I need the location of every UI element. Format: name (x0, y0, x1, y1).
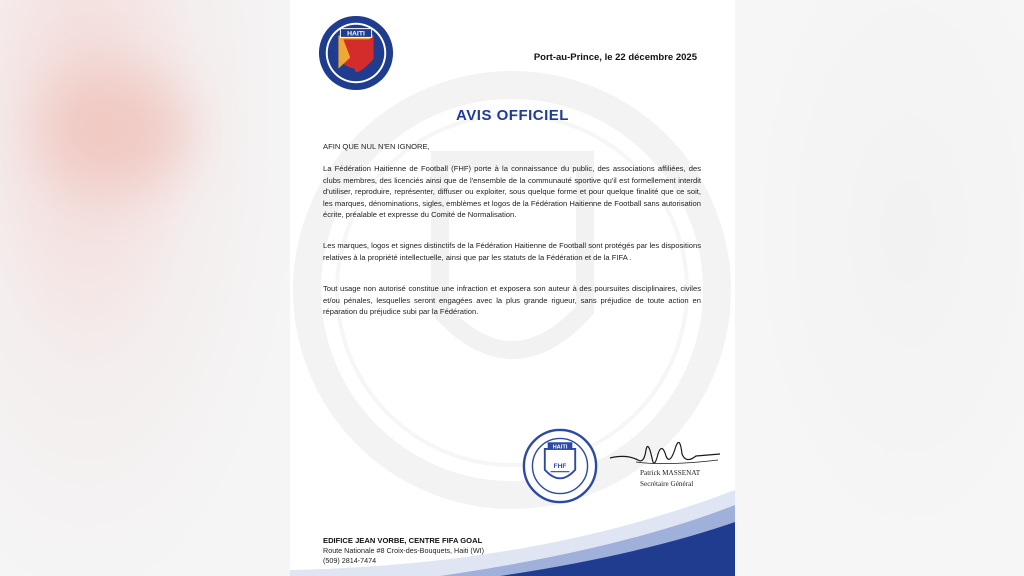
letter-page (290, 0, 735, 576)
paragraph-2: Les marques, logos et signes distinctifs de la Fédération Haitienne de Football sont protégés par les dispositions relatives à la propriété intellectuelle, ainsi que par les statuts de la Fédération et de la FIFA . (323, 241, 701, 262)
paragraph-3: Tout usage non autorisé constitue une infraction et exposera son auteur à des poursuites disciplinaires, civiles et/ou pénales, lesquelles seront engagées avec la plus grande rigueur, sans préjudice de toute action en réparation du préjudice subi par la Fédération. (323, 284, 701, 317)
fhf-logo (317, 14, 395, 92)
salutation: AFIN QUE NUL N'EN IGNORE, (323, 142, 430, 151)
background-blur-red (40, 70, 190, 190)
fhf-seal (522, 428, 598, 504)
footer-address: Route Nationale #8 Croix-des-Bouquets, Haiti (WI) (323, 546, 484, 555)
signatory-role: Secrétaire Général (640, 480, 694, 488)
footer-phone: (509) 2814-7474 (323, 556, 377, 565)
logo-banner-text: HAITI (347, 30, 365, 38)
background-blur-right (734, 0, 1024, 576)
paragraph-1: La Fédération Haitienne de Football (FHF) porte à la connaissance du public, des associations affiliées, des clubs membres, des licenciés ainsi que de l'ensemble de la communauté sportive qu'il est formellement interdit d'utiliser, reproduire, représenter, diffuser ou exploiter, sous quelque forme et pour quelque finalité que ce soit, les marques, dénominations, sigles, emblèmes et logos de la Fédération Haitienne de Football sans autorisation écrite, préalable et expresse du Comité de Normalisation. (323, 164, 701, 220)
footer-title: EDIFICE JEAN VORBE, CENTRE FIFA GOAL (323, 536, 483, 545)
signatory-name: Patrick MASSENAT (640, 469, 701, 477)
seal-letters: FHF (553, 462, 567, 470)
seal-banner-text: HAITI (552, 444, 568, 451)
notice-title: AVIS OFFICIEL (456, 107, 569, 124)
date-line: Port-au-Prince, le 22 décembre 2025 (533, 52, 697, 63)
